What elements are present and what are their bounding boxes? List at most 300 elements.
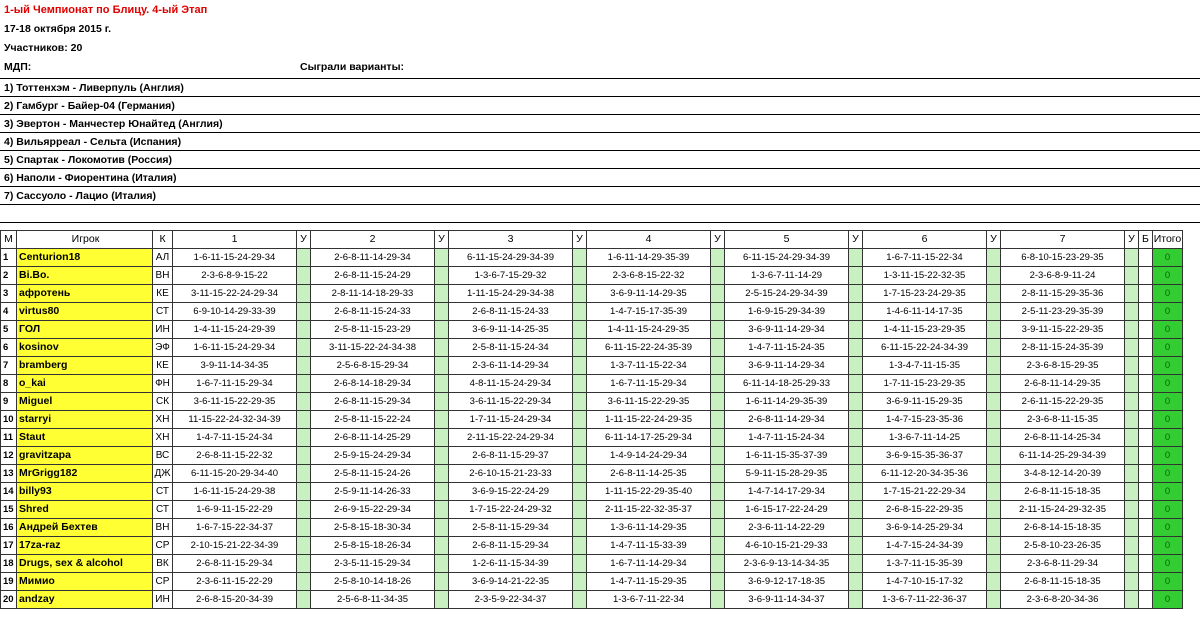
variant-cell: 3-11-15-22-24-34-38 [311, 339, 435, 357]
col-team: К [153, 231, 173, 249]
variant-cell: 2-5-8-11-15-29-34 [449, 519, 573, 537]
col-match-2: 2 [311, 231, 435, 249]
b-cell [1139, 519, 1153, 537]
variant-cell: 6-11-15-22-24-34-39 [863, 339, 987, 357]
col-u: У [711, 231, 725, 249]
variant-cell: 2-5-15-24-29-34-39 [725, 285, 849, 303]
u-cell [849, 249, 863, 267]
u-cell [987, 447, 1001, 465]
player-cell: kosinov [17, 339, 153, 357]
match-label: 5) Спартак - Локомотив (Россия) [0, 151, 1200, 169]
u-cell [987, 357, 1001, 375]
variant-cell: 3-6-9-11-14-29-35 [587, 285, 711, 303]
u-cell [987, 591, 1001, 609]
u-cell [849, 519, 863, 537]
u-cell [297, 249, 311, 267]
variant-cell: 1-4-7-11-15-24-35 [725, 339, 849, 357]
u-cell [711, 573, 725, 591]
player-cell: o_kai [17, 375, 153, 393]
u-cell [573, 303, 587, 321]
u-cell [573, 591, 587, 609]
variant-cell: 2-6-8-11-15-18-35 [1001, 573, 1125, 591]
variant-cell: 2-3-6-11-14-22-29 [725, 519, 849, 537]
u-cell [849, 303, 863, 321]
place-cell: 16 [1, 519, 17, 537]
variant-cell: 2-6-8-11-15-18-35 [1001, 483, 1125, 501]
u-cell [849, 447, 863, 465]
col-match-5: 5 [725, 231, 849, 249]
u-cell [435, 501, 449, 519]
variant-cell: 2-3-6-11-14-29-34 [449, 357, 573, 375]
u-cell [987, 267, 1001, 285]
u-cell [849, 591, 863, 609]
variant-cell: 2-5-9-11-14-26-33 [311, 483, 435, 501]
u-cell [849, 339, 863, 357]
variant-cell: 6-11-15-22-24-35-39 [587, 339, 711, 357]
col-match-3: 3 [449, 231, 573, 249]
u-cell [297, 591, 311, 609]
team-cell: ХН [153, 411, 173, 429]
u-cell [573, 339, 587, 357]
b-cell [1139, 429, 1153, 447]
u-cell [435, 375, 449, 393]
variant-cell: 3-6-9-11-14-25-35 [449, 321, 573, 339]
u-cell [849, 357, 863, 375]
u-cell [435, 339, 449, 357]
col-u: У [573, 231, 587, 249]
u-cell [987, 321, 1001, 339]
u-cell [987, 303, 1001, 321]
variant-cell: 1-7-11-15-24-29-34 [449, 411, 573, 429]
match-row [0, 79, 1200, 97]
table-row [1, 285, 1183, 303]
u-cell [297, 339, 311, 357]
variant-cell: 1-11-15-22-24-29-35 [587, 411, 711, 429]
variant-cell: 1-6-7-11-15-29-34 [173, 375, 297, 393]
variant-cell: 3-6-9-14-21-22-35 [449, 573, 573, 591]
match-row [0, 115, 1200, 133]
variant-cell: 2-3-6-11-15-22-29 [173, 573, 297, 591]
col-match-6: 6 [863, 231, 987, 249]
u-cell [297, 519, 311, 537]
u-cell [849, 537, 863, 555]
u-cell [711, 393, 725, 411]
u-cell [711, 501, 725, 519]
place-cell: 4 [1, 303, 17, 321]
match-row [0, 187, 1200, 205]
u-cell [435, 285, 449, 303]
match-label: 2) Гамбург - Байер-04 (Германия) [0, 97, 1200, 115]
variant-cell: 3-6-9-11-14-34-37 [725, 591, 849, 609]
u-cell [297, 483, 311, 501]
u-cell [1125, 591, 1139, 609]
variant-cell: 2-3-5-9-22-34-37 [449, 591, 573, 609]
variant-cell: 1-6-7-11-14-29-34 [587, 555, 711, 573]
variant-cell: 3-6-9-11-14-29-34 [725, 357, 849, 375]
variant-cell: 4-8-11-15-24-29-34 [449, 375, 573, 393]
table-row [1, 555, 1183, 573]
u-cell [1125, 393, 1139, 411]
team-cell: СТ [153, 303, 173, 321]
u-cell [987, 483, 1001, 501]
match-label: 7) Сассуоло - Лацио (Италия) [0, 187, 1200, 205]
variant-cell: 1-4-7-11-15-29-35 [587, 573, 711, 591]
variant-cell: 1-7-15-23-24-29-35 [863, 285, 987, 303]
u-cell [711, 555, 725, 573]
match-row [0, 97, 1200, 115]
u-cell [711, 465, 725, 483]
variant-cell: 1-3-6-7-15-29-32 [449, 267, 573, 285]
col-u: У [849, 231, 863, 249]
total-cell: 0 [1153, 573, 1183, 591]
player-cell: billy93 [17, 483, 153, 501]
u-cell [573, 555, 587, 573]
variant-cell: 2-6-8-11-15-24-33 [449, 303, 573, 321]
variant-cell: 2-8-11-15-29-35-36 [1001, 285, 1125, 303]
variant-cell: 2-3-6-8-11-29-34 [1001, 555, 1125, 573]
u-cell [573, 573, 587, 591]
u-cell [711, 411, 725, 429]
u-cell [573, 483, 587, 501]
variant-cell: 1-7-15-22-24-29-32 [449, 501, 573, 519]
place-cell: 9 [1, 393, 17, 411]
variant-cell: 1-4-7-11-15-33-39 [587, 537, 711, 555]
u-cell [297, 303, 311, 321]
u-cell [573, 447, 587, 465]
u-cell [849, 267, 863, 285]
total-cell: 0 [1153, 285, 1183, 303]
total-cell: 0 [1153, 483, 1183, 501]
player-cell: Мимио [17, 573, 153, 591]
u-cell [1125, 375, 1139, 393]
table-row [1, 393, 1183, 411]
variant-cell: 2-5-8-11-15-23-29 [311, 321, 435, 339]
variant-cell: 2-5-6-8-11-34-35 [311, 591, 435, 609]
player-cell: 17za-raz [17, 537, 153, 555]
place-cell: 18 [1, 555, 17, 573]
variant-cell: 2-3-6-8-11-15-35 [1001, 411, 1125, 429]
variant-cell: 1-11-15-24-29-34-38 [449, 285, 573, 303]
place-cell: 10 [1, 411, 17, 429]
variant-cell: 2-5-8-10-23-26-35 [1001, 537, 1125, 555]
variant-cell: 1-4-7-15-23-35-36 [863, 411, 987, 429]
u-cell [573, 411, 587, 429]
variant-cell: 1-3-7-11-15-22-34 [587, 357, 711, 375]
u-cell [297, 285, 311, 303]
total-cell: 0 [1153, 303, 1183, 321]
col-place: М [1, 231, 17, 249]
participants-count: Участников: 20 [4, 42, 83, 54]
variant-cell: 3-6-9-11-14-29-34 [725, 321, 849, 339]
u-cell [573, 501, 587, 519]
u-cell [987, 573, 1001, 591]
match-label: 3) Эвертон - Манчестер Юнайтед (Англия) [0, 115, 1200, 133]
variant-cell: 2-3-6-8-15-22-32 [587, 267, 711, 285]
u-cell [987, 339, 1001, 357]
u-cell [435, 573, 449, 591]
col-total: Итого [1153, 231, 1183, 249]
col-b: Б [1139, 231, 1153, 249]
total-cell: 0 [1153, 393, 1183, 411]
variant-cell: 1-7-11-15-23-29-35 [863, 375, 987, 393]
u-cell [987, 429, 1001, 447]
variant-cell: 1-6-7-15-22-34-37 [173, 519, 297, 537]
table-row [1, 375, 1183, 393]
u-cell [435, 249, 449, 267]
b-cell [1139, 501, 1153, 519]
u-cell [573, 357, 587, 375]
variant-cell: 2-6-8-11-15-24-33 [311, 303, 435, 321]
place-cell: 3 [1, 285, 17, 303]
variant-cell: 1-4-11-15-23-29-35 [863, 321, 987, 339]
b-cell [1139, 375, 1153, 393]
u-cell [987, 393, 1001, 411]
total-cell: 0 [1153, 519, 1183, 537]
u-cell [1125, 537, 1139, 555]
col-match-7: 7 [1001, 231, 1125, 249]
variant-cell: 3-6-9-11-15-29-35 [863, 393, 987, 411]
variant-cell: 2-5-8-15-18-26-34 [311, 537, 435, 555]
variant-cell: 1-7-15-21-22-29-34 [863, 483, 987, 501]
u-cell [711, 429, 725, 447]
u-cell [297, 537, 311, 555]
variant-cell: 2-5-11-23-29-35-39 [1001, 303, 1125, 321]
place-cell: 14 [1, 483, 17, 501]
variant-cell: 3-9-11-14-34-35 [173, 357, 297, 375]
team-cell: ВН [153, 519, 173, 537]
variant-cell: 3-9-11-15-22-29-35 [1001, 321, 1125, 339]
u-cell [849, 465, 863, 483]
u-cell [435, 483, 449, 501]
u-cell [849, 411, 863, 429]
team-cell: ФН [153, 375, 173, 393]
b-cell [1139, 483, 1153, 501]
team-cell: СР [153, 537, 173, 555]
b-cell [1139, 357, 1153, 375]
table-row [1, 429, 1183, 447]
u-cell [849, 429, 863, 447]
b-cell [1139, 447, 1153, 465]
u-cell [573, 285, 587, 303]
total-cell: 0 [1153, 357, 1183, 375]
place-cell: 8 [1, 375, 17, 393]
team-cell: ХН [153, 429, 173, 447]
variant-cell: 11-15-22-24-32-34-39 [173, 411, 297, 429]
variant-cell: 1-6-7-11-15-29-34 [587, 375, 711, 393]
variant-cell: 2-6-8-14-15-18-35 [1001, 519, 1125, 537]
u-cell [435, 321, 449, 339]
variant-cell: 3-6-9-12-17-18-35 [725, 573, 849, 591]
variant-cell: 3-6-9-14-25-29-34 [863, 519, 987, 537]
variant-cell: 1-4-6-11-14-17-35 [863, 303, 987, 321]
total-cell: 0 [1153, 429, 1183, 447]
match-row-empty [0, 205, 1200, 223]
u-cell [1125, 447, 1139, 465]
variant-cell: 1-4-7-11-15-24-34 [725, 429, 849, 447]
u-cell [1125, 465, 1139, 483]
u-cell [573, 519, 587, 537]
variant-cell: 1-4-9-14-24-29-34 [587, 447, 711, 465]
variant-cell: 4-6-10-15-21-29-33 [725, 537, 849, 555]
player-cell: Shred [17, 501, 153, 519]
table-row [1, 357, 1183, 375]
u-cell [987, 249, 1001, 267]
team-cell: СК [153, 393, 173, 411]
variant-cell: 3-6-11-15-22-29-35 [587, 393, 711, 411]
variant-cell: 1-3-6-11-14-29-35 [587, 519, 711, 537]
player-cell: gravitzapa [17, 447, 153, 465]
u-cell [711, 339, 725, 357]
col-u: У [435, 231, 449, 249]
u-cell [573, 267, 587, 285]
table-row [1, 447, 1183, 465]
variant-cell: 2-6-8-11-15-29-34 [173, 555, 297, 573]
u-cell [711, 357, 725, 375]
team-cell: КЕ [153, 285, 173, 303]
page-title: 1-ый Чемпионат по Блицу. 4-ый Этап [4, 4, 208, 16]
u-cell [1125, 429, 1139, 447]
u-cell [435, 537, 449, 555]
table-row [1, 483, 1183, 501]
team-cell: КЕ [153, 357, 173, 375]
place-cell: 19 [1, 573, 17, 591]
variant-cell: 1-3-7-11-15-35-39 [863, 555, 987, 573]
results-table [0, 230, 1183, 609]
variant-cell: 2-6-8-15-22-29-35 [863, 501, 987, 519]
u-cell [1125, 519, 1139, 537]
u-cell [987, 465, 1001, 483]
u-cell [1125, 411, 1139, 429]
variant-cell: 1-6-11-14-29-35-39 [587, 249, 711, 267]
u-cell [297, 573, 311, 591]
variant-cell: 2-6-8-11-14-29-34 [725, 411, 849, 429]
u-cell [435, 519, 449, 537]
u-cell [711, 375, 725, 393]
u-cell [711, 447, 725, 465]
place-cell: 15 [1, 501, 17, 519]
variant-cell: 3-6-11-15-22-29-35 [173, 393, 297, 411]
b-cell [1139, 267, 1153, 285]
u-cell [297, 411, 311, 429]
variant-cell: 3-6-11-15-22-29-34 [449, 393, 573, 411]
total-cell: 0 [1153, 591, 1183, 609]
u-cell [849, 555, 863, 573]
u-cell [297, 357, 311, 375]
variant-cell: 2-6-8-11-15-29-37 [449, 447, 573, 465]
variant-cell: 3-6-9-15-22-24-29 [449, 483, 573, 501]
variant-cell: 2-6-8-14-18-29-34 [311, 375, 435, 393]
u-cell [435, 429, 449, 447]
variant-cell: 2-3-6-8-9-15-22 [173, 267, 297, 285]
table-row [1, 537, 1183, 555]
u-cell [573, 321, 587, 339]
variant-cell: 6-11-14-25-29-34-39 [1001, 447, 1125, 465]
u-cell [987, 501, 1001, 519]
variant-cell: 1-4-7-15-24-34-39 [863, 537, 987, 555]
match-label: 1) Тоттенхэм - Ливерпуль (Англия) [0, 79, 1200, 97]
b-cell [1139, 249, 1153, 267]
variant-cell: 1-6-9-11-15-22-29 [173, 501, 297, 519]
u-cell [849, 285, 863, 303]
table-row [1, 339, 1183, 357]
place-cell: 20 [1, 591, 17, 609]
u-cell [435, 303, 449, 321]
variant-cell: 2-6-8-11-14-29-35 [1001, 375, 1125, 393]
variant-cell: 6-8-10-15-23-29-35 [1001, 249, 1125, 267]
u-cell [987, 555, 1001, 573]
u-cell [987, 375, 1001, 393]
variant-cell: 1-3-6-7-11-22-34 [587, 591, 711, 609]
u-cell [435, 555, 449, 573]
variant-cell: 2-5-8-11-15-24-34 [449, 339, 573, 357]
u-cell [1125, 573, 1139, 591]
total-cell: 0 [1153, 501, 1183, 519]
variant-cell: 1-4-7-14-17-29-34 [725, 483, 849, 501]
b-cell [1139, 285, 1153, 303]
team-cell: СР [153, 573, 173, 591]
u-cell [711, 591, 725, 609]
place-cell: 12 [1, 447, 17, 465]
u-cell [711, 321, 725, 339]
variant-cell: 2-5-9-15-24-29-34 [311, 447, 435, 465]
total-cell: 0 [1153, 339, 1183, 357]
variant-cell: 2-5-8-15-18-30-34 [311, 519, 435, 537]
u-cell [849, 393, 863, 411]
match-row [0, 169, 1200, 187]
match-label-empty [0, 205, 1200, 223]
u-cell [573, 465, 587, 483]
team-cell: ВК [153, 555, 173, 573]
b-cell [1139, 555, 1153, 573]
table-row [1, 573, 1183, 591]
u-cell [1125, 321, 1139, 339]
player-cell: starryi [17, 411, 153, 429]
played-variants-label: Сыграли варианты: [300, 61, 405, 73]
u-cell [435, 393, 449, 411]
u-cell [297, 267, 311, 285]
u-cell [849, 321, 863, 339]
variant-cell: 2-6-8-11-15-29-34 [449, 537, 573, 555]
match-label: 4) Вильярреал - Сельта (Испания) [0, 133, 1200, 151]
variant-cell: 2-6-8-11-15-24-29 [311, 267, 435, 285]
match-row [0, 133, 1200, 151]
variant-cell: 1-6-11-15-24-29-34 [173, 339, 297, 357]
variant-cell: 2-11-15-22-24-29-34 [449, 429, 573, 447]
player-cell: Miguel [17, 393, 153, 411]
variant-cell: 3-4-8-12-14-20-39 [1001, 465, 1125, 483]
variant-cell: 1-3-4-7-11-15-35 [863, 357, 987, 375]
place-cell: 11 [1, 429, 17, 447]
u-cell [849, 501, 863, 519]
player-cell: афротень [17, 285, 153, 303]
match-row [0, 151, 1200, 169]
team-cell: ИН [153, 591, 173, 609]
total-cell: 0 [1153, 249, 1183, 267]
total-cell: 0 [1153, 465, 1183, 483]
b-cell [1139, 465, 1153, 483]
col-u: У [1125, 231, 1139, 249]
u-cell [1125, 339, 1139, 357]
u-cell [297, 393, 311, 411]
variant-cell: 2-6-8-11-14-25-34 [1001, 429, 1125, 447]
variant-cell: 1-3-6-7-11-14-25 [863, 429, 987, 447]
variant-cell: 2-6-8-11-15-29-34 [311, 393, 435, 411]
b-cell [1139, 321, 1153, 339]
u-cell [297, 429, 311, 447]
u-cell [849, 483, 863, 501]
variant-cell: 1-4-7-10-15-17-32 [863, 573, 987, 591]
b-cell [1139, 573, 1153, 591]
